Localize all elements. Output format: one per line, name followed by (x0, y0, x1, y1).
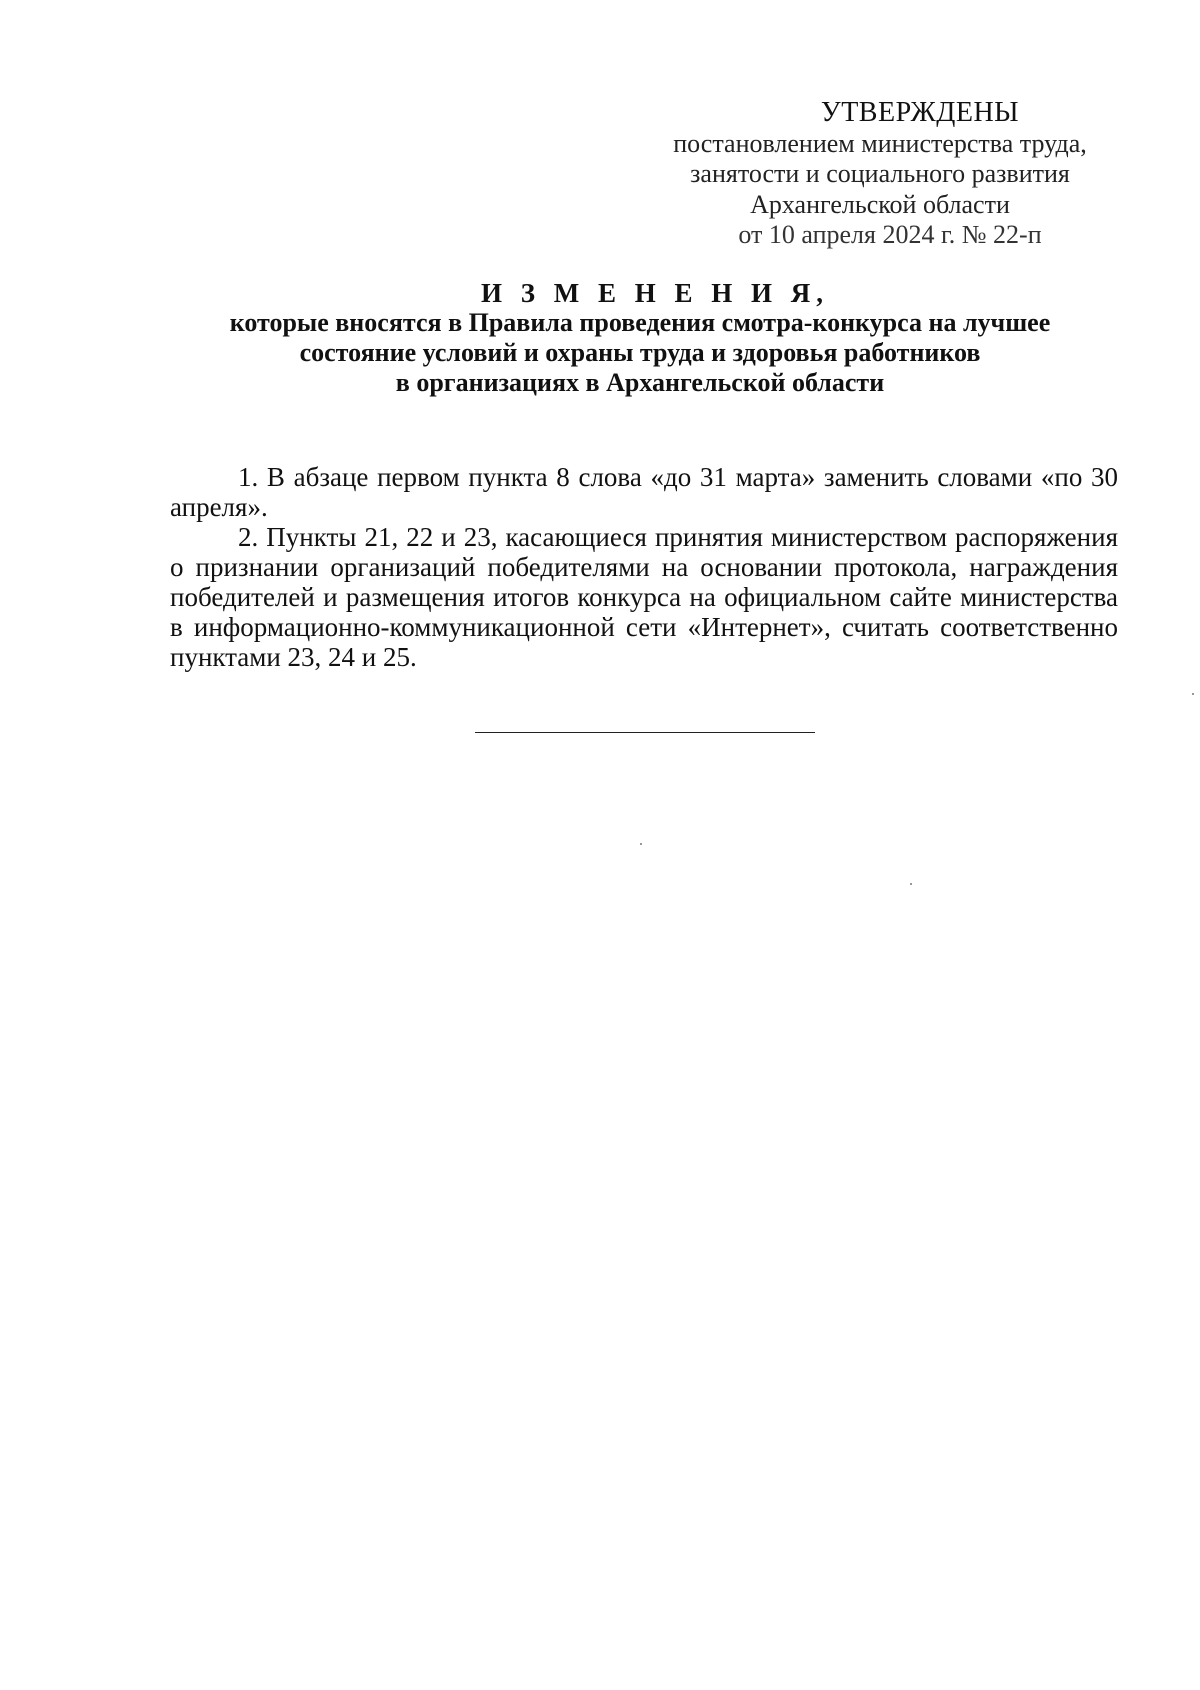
approval-line: постановлением министерства труда, (673, 128, 1087, 158)
approval-line: Архангельской области (750, 189, 1010, 219)
document-body (170, 462, 1118, 672)
document-title (160, 278, 1120, 398)
approval-date: от 10 апреля 2024 г. № 22-п (738, 220, 1042, 249)
title-subline: в организациях в Архангельской области (395, 368, 885, 397)
scan-speck (1192, 693, 1194, 695)
approval-stamp: УТВЕРЖДЕНЫ (820, 97, 1020, 128)
approval-block (640, 98, 1120, 251)
amendment-item-2: 2. Пункты 21, 22 и 23, касающиеся принятия министерством распоряжения о признании организаций победителями на основании протокола, награждения победителей и размещения итогов конкурса на официальном сайте министерства в информационно-коммуникационной сети «Интернет», считать соответственно пунктами 23, 24 и 25. (170, 522, 1118, 672)
title-subline: которые вносятся в Правила проведения смотра-конкурса на лучшее (229, 308, 1051, 337)
title-heading: И З М Е Н Е Н И Я, (480, 278, 829, 308)
amendment-item-1: 1. В абзаце первом пункта 8 слова «до 31 марта» заменить словами «по 30 апреля». (170, 462, 1118, 522)
approval-line: занятости и социального развития (690, 159, 1070, 188)
closing-separator (475, 732, 815, 733)
title-subline: состояние условий и охраны труда и здоровья работников (299, 338, 981, 367)
scan-speck (640, 843, 642, 845)
scan-speck (910, 883, 912, 885)
